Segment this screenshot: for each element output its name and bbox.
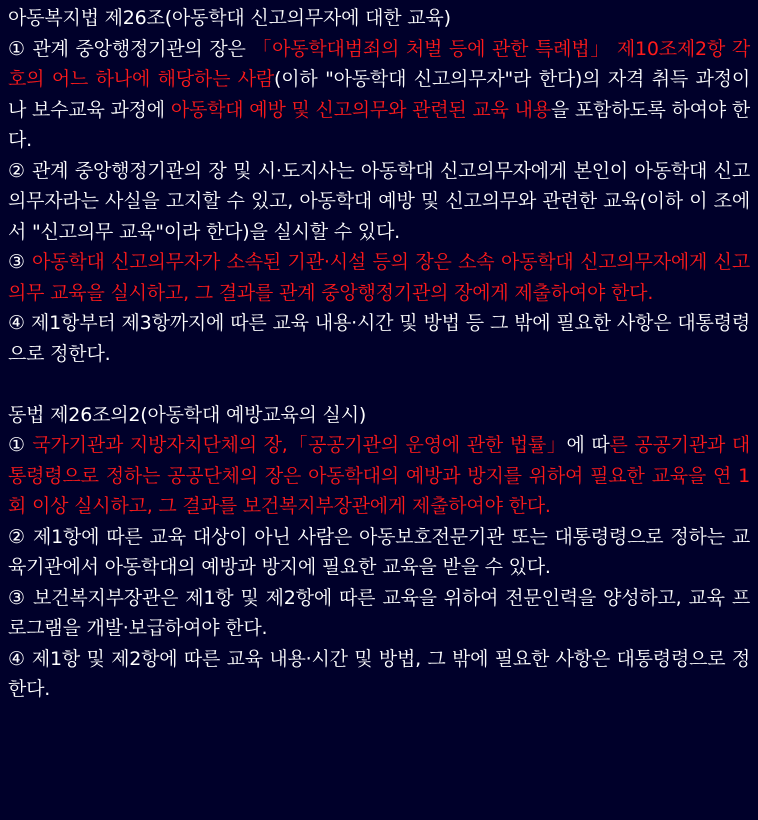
article-26-title: 아동복지법 제26조(아동학대 신고의무자에 대한 교육) [8,7,451,29]
article-26-2-title: 동법 제26조의2(아동학대 예방교육의 실시) [8,403,367,426]
article-26-clause-1 [8,34,750,156]
clause-text: (이하 "아동학대 신고의무자"라 한다)의 자격 취득 과정이나 보수교육 과정에 [8,68,750,121]
clause-text: ③ [8,251,33,273]
article-26-clause-2 [8,156,750,248]
article-26-2-clause-1 [8,430,750,522]
clause-text: 에 따 [566,434,610,456]
clause-text: ④ 제1항부터 제3항까지에 따른 교육 내용·시간 및 방법 등 그 밖에 필요한 사항은 대통령령으로 정한다. [8,312,750,365]
clause-text: ② 제1항에 따른 교육 대상이 아닌 사람은 아동보호전문기관 또는 대통령령으로 정하는 교육기관에서 아동학대의 예방과 방지에 필요한 교육을 받을 수 있다. [8,525,750,578]
clause-highlight: 국가기관과 지방자치단체의 장,「공공기관의 운영에 관한 법률」 [32,434,567,456]
article-26-2-clause-3 [8,583,750,644]
article-26-2-clause-4 [8,644,750,705]
article-26-clause-3 [8,247,750,308]
clause-text: ③ 보건복지부장관은 제1항 및 제2항에 따른 교육을 위하여 전문인력을 양성하고, 교육 프로그램을 개발·보급하여야 한다. [8,586,750,639]
clause-text: ① [8,434,33,456]
clause-highlight: 아동학대 신고의무자가 소속된 기관·시설 등의 장은 소속 아동학대 신고의무자에게 신고의무 교육을 실시하고, 그 결과를 관계 중앙행정기관의 장에게 제출하여야 한다. [8,251,750,304]
clause-text: 을 포함하도록 하여야 한다. [8,98,751,151]
clause-highlight: 른 공공기관과 대통령령으로 정하는 공공단체의 장은 아동학대의 예방과 방지를 위하여 필요한 교육을 연 1회 이상 실시하고, 그 결과를 보건복지부장관에게 제출하여야 한다. [8,434,750,517]
section-spacer [8,369,750,400]
clause-text: ② 관계 중앙행정기관의 장 및 시·도지사는 아동학대 신고의무자에게 본인이 아동학대 신고의무자라는 사실을 고지할 수 있고, 아동학대 예방 및 신고의무와 관련한 교육(이하 이 조에서 "신고의무 교육"이라 한다)을 실시할 수 있다. [8,159,750,243]
clause-text: ④ 제1항 및 제2항에 따른 교육 내용·시간 및 방법, 그 밖에 필요한 사항은 대통령령으로 정한다. [8,647,750,700]
clause-highlight: 「아동학대범죄의 처벌 등에 관한 특례법」 제10조제2항 각 호의 어느 하나에 해당하는 사람 [8,37,750,90]
clause-text: ① 관계 중앙행정기관의 장은 [8,37,253,60]
article-26-section [8,3,750,369]
clause-highlight: 아동학대 예방 및 신고의무와 관련된 교육 내용 [170,98,551,121]
article-26-2-section [8,400,750,705]
article-26-2-clause-2 [8,522,750,583]
article-26-clause-4 [8,308,750,369]
